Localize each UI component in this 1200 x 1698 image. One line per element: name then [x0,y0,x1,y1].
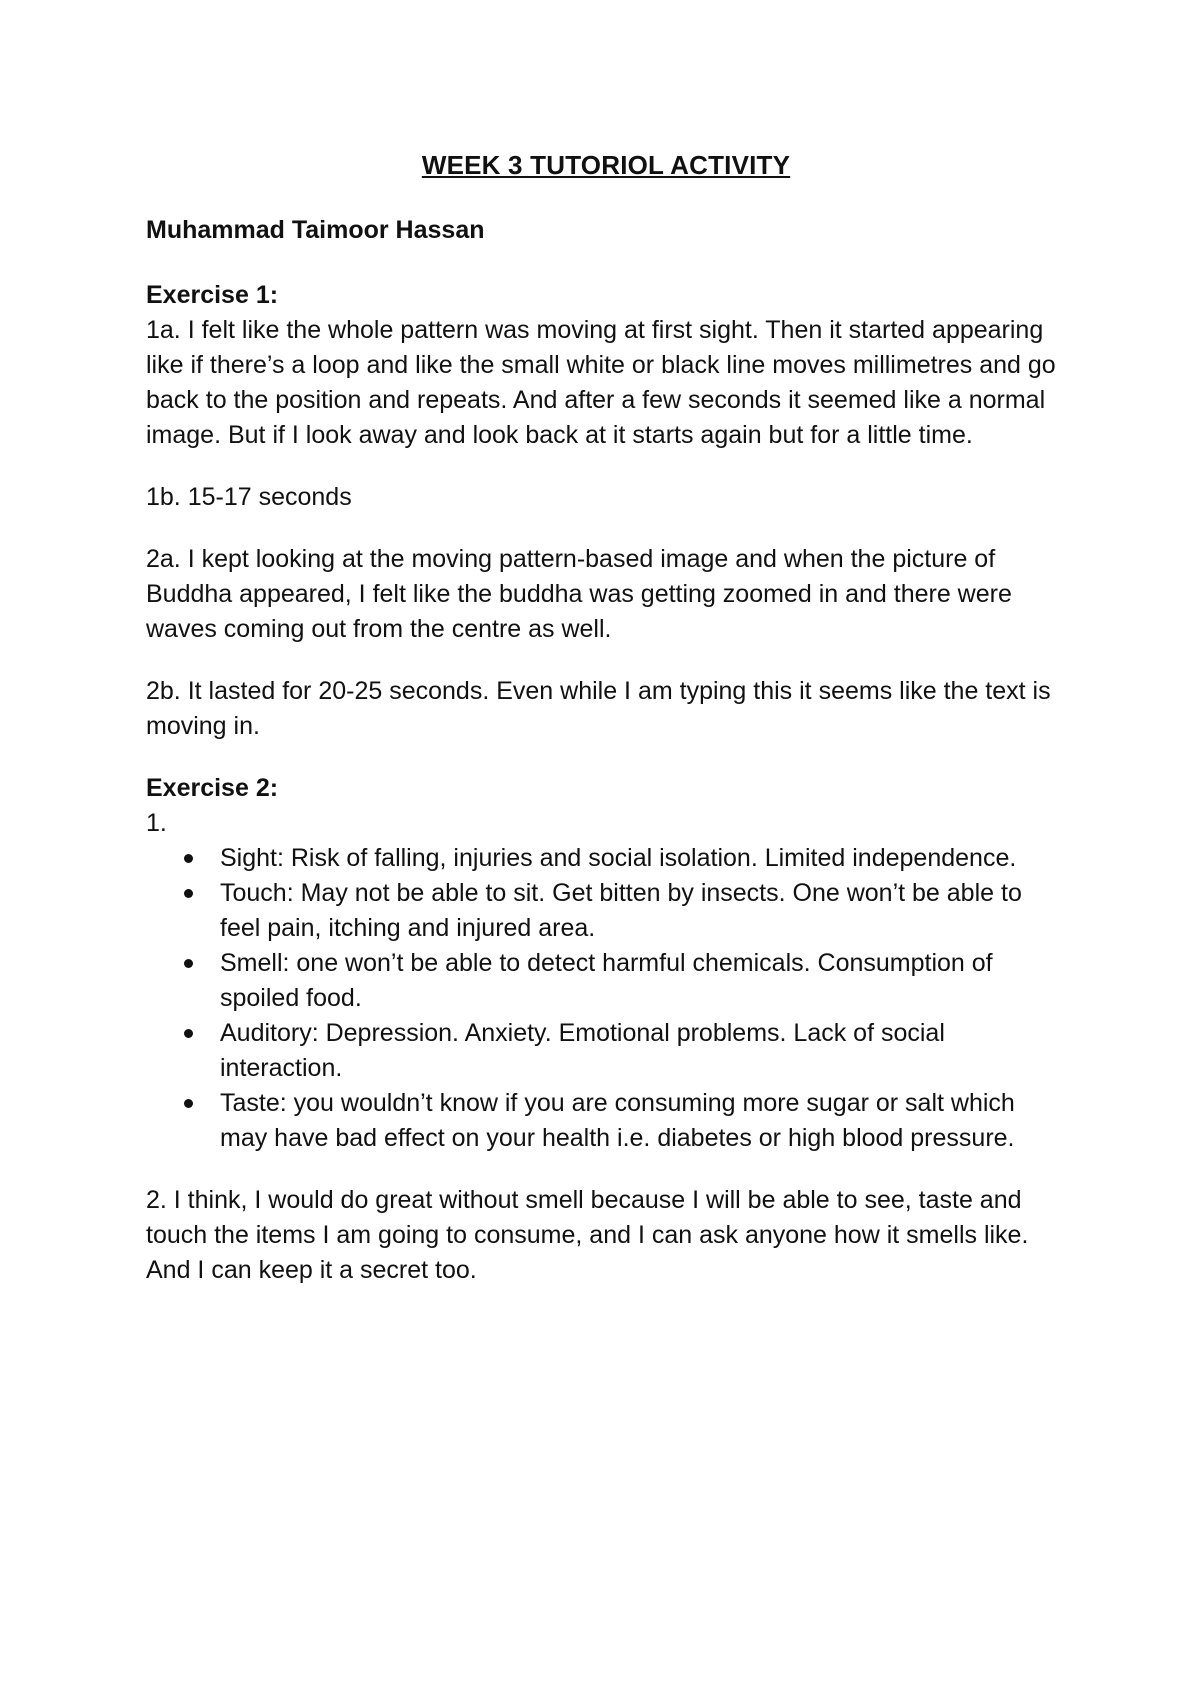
document-title: WEEK 3 TUTORIOL ACTIVITY [421,150,791,180]
bullet-dot-icon [184,1099,193,1108]
bullet-dot-icon [184,854,193,863]
exercise-1-heading: Exercise 1: [146,281,279,309]
bullet-text: Sight: Risk of falling, injuries and social isolation. Limited independence. [220,844,1017,872]
bullet-text: Taste: you wouldn’t know if you are consuming more sugar or salt which may have bad effect on your health i.e. diabetes or high blood pressure. [220,1089,1015,1152]
bullet-taste [146,1086,1066,1156]
answer-1b: 1b. 15-17 seconds [146,483,352,511]
bullet-dot-icon [184,1029,193,1038]
answer-exercise-2-item-2: 2. I think, I would do great without smell because I will be able to see, taste and touch the items I am going to consume, and I can ask anyone how it smells like. And I can keep it a secret too. [146,1186,1029,1284]
bullet-text: Auditory: Depression. Anxiety. Emotional problems. Lack of social interaction. [220,1019,945,1082]
bullet-touch [146,876,1066,946]
answer-2a: 2a. I kept looking at the moving pattern-based image and when the picture of Buddha appeared, I felt like the buddha was getting zoomed in and there were waves coming out from the centre as well. [146,545,1012,643]
bullet-sight [146,841,1066,876]
author-name: Muhammad Taimoor Hassan [146,216,485,244]
bullet-text: Touch: May not be able to sit. Get bitten by insects. One won’t be able to feel pain, itching and injured area. [220,879,1022,942]
answer-2b: 2b. It lasted for 20-25 seconds. Even while I am typing this it seems like the text is moving in. [146,677,1051,740]
bullet-smell [146,946,1066,1016]
bullet-dot-icon [184,959,193,968]
exercise-2-item-1-label: 1. [146,809,167,837]
bullet-dot-icon [184,889,193,898]
senses-bullet-list [146,841,1066,1156]
exercise-2-heading: Exercise 2: [146,774,279,802]
document-body [146,148,1066,1315]
bullet-text: Smell: one won’t be able to detect harmful chemicals. Consumption of spoiled food. [220,949,993,1012]
bullet-auditory [146,1016,1066,1086]
answer-1a: 1a. I felt like the whole pattern was moving at first sight. Then it started appearing like if there’s a loop and like the small white or black line moves millimetres and go back to the position and repeats. And after a few seconds it seemed like a normal image. But if I look away and look back at it starts again but for a little time. [146,316,1056,449]
